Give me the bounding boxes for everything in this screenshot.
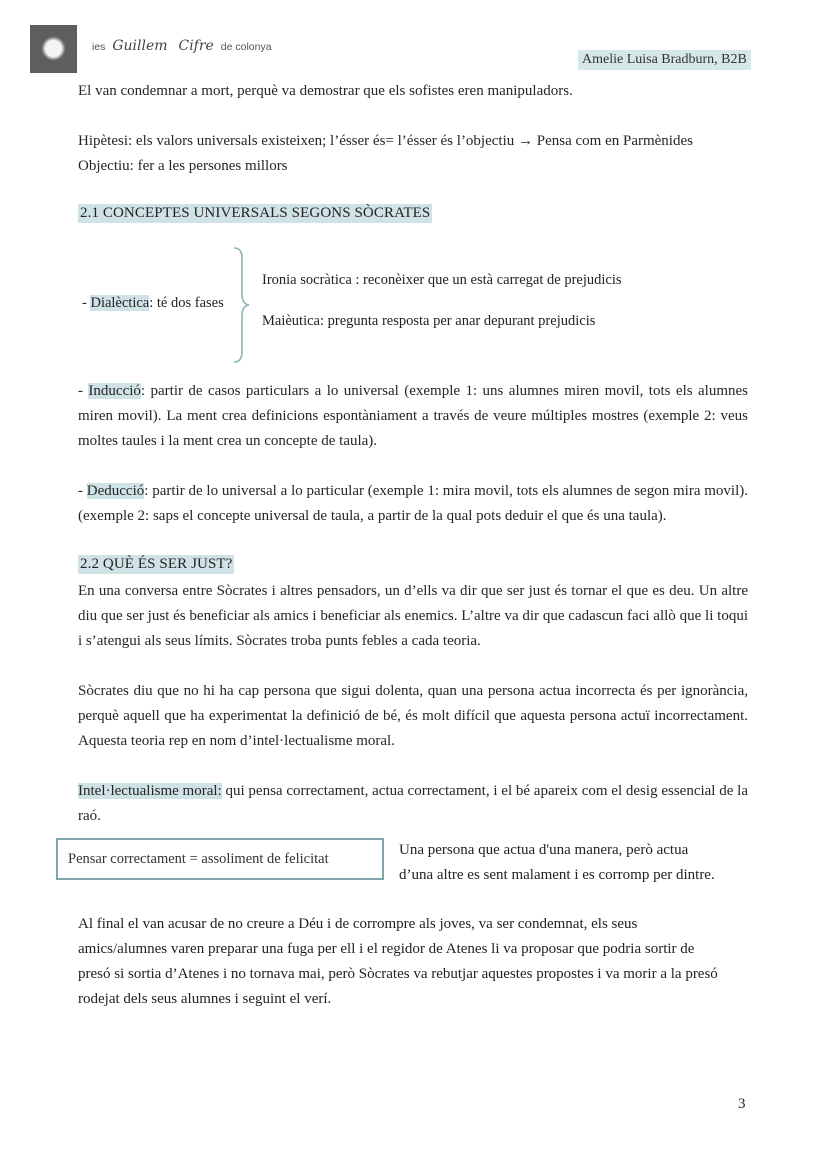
intellectualism-term: Intel·lectualisme moral: — [78, 783, 222, 799]
page-number: 3 — [738, 1096, 746, 1112]
induccio-term: Inducció — [88, 383, 141, 399]
dialectica-term: Dialèctica — [90, 295, 150, 311]
deduccio-prefix: - — [78, 483, 87, 499]
curly-brace-icon — [228, 246, 252, 364]
dialectica-prefix: - — [82, 295, 91, 311]
author-label: Amelie Luisa Bradburn, B2B — [578, 50, 751, 70]
corruption-note-line-2: d’una altre es sent malament i es corromp per dintre. — [399, 867, 715, 883]
school-logo — [30, 25, 77, 73]
deduccio-paragraph — [78, 479, 748, 529]
corruption-note-line-1: Una persona que actua d'una manera, però actua — [399, 842, 689, 858]
induccio-prefix: - — [78, 383, 89, 399]
school-name — [92, 38, 272, 54]
induccio-text: : partir de casos particulars a lo universal (exemple 1: uns alumnes miren movil, tots els alumnes miren movil). La ment crea definicions espontàniament a través de veure múltiples mostres (exemple 2: veus moltes taules i la ment crea un concepte de taula). — [78, 383, 748, 449]
happiness-formula-box: Pensar correctament = assoliment de felicitat — [56, 838, 384, 880]
school-prefix: ies — [92, 41, 106, 53]
deduccio-text: : partir de lo universal a lo particular (exemple 1: mira movil, tots els alumnes de segon mira movil). (exemple 2: saps el concepte universal de taula, a partir de la qual pots deduir el que és una taula). — [78, 483, 748, 524]
dialectica-rest: : té dos fases — [149, 295, 224, 311]
ironia-phase: Ironia socràtica : reconèixer que un està carregat de prejudicis — [262, 272, 622, 288]
section-title-2-1: 2.1 CONCEPTES UNIVERSALS SEGONS SÒCRATES — [80, 205, 431, 221]
school-script-surname: Cifre — [178, 38, 214, 54]
justice-paragraph: En una conversa entre Sòcrates i altres pensadors, un d’ells va dir que ser just és tornar el que es deu. Un altre diu que ser just és beneficiar als amics i beneficiar als enemics. L’altre va dir que cadascun faci allò que li toqui i s’atengui als seus límits. Sòcrates troba punts febles a cada teoria. — [78, 583, 748, 649]
maieutica-phase: Maièutica: pregunta resposta per anar depurant prejudicis — [262, 313, 596, 329]
intellectualism-paragraph — [78, 779, 748, 829]
school-suffix: de colonya — [220, 41, 272, 53]
corruption-note — [399, 838, 715, 888]
deduccio-term: Deducció — [86, 483, 145, 499]
sun-icon — [45, 40, 62, 57]
school-script-name: Guillem — [112, 38, 168, 54]
intro-line: El van condemnar a mort, perquè va demostrar que els sofistes eren manipuladors. — [78, 83, 573, 99]
objective-line: Objectiu: fer a les persones millors — [78, 158, 288, 174]
intellectualism-text: qui pensa correctament, actua correctament, i el bé apareix com el desig essencial de la raó. — [78, 783, 748, 824]
conclusion-line-4: rodejat dels seus alumnes i seguint el verí. — [78, 991, 332, 1007]
dialectica-label — [82, 295, 224, 312]
hypothesis-line: Hipètesi: els valors universals existeixen; l’ésser és= l’ésser és l’objectiu → Pensa com en Parmènides — [78, 133, 693, 149]
conclusion-line-1: Al final el van acusar de no creure a Déu i de corrompre als joves, va ser condemnat, els seus — [78, 916, 638, 932]
conclusion-line-2: amics/alumnes varen preparar una fuga per ell i el regidor de Atenes li va proposar que podria sortir de — [78, 941, 695, 957]
socrates-ignorance-paragraph: Sòcrates diu que no hi ha cap persona que sigui dolenta, quan una persona actua incorrecta és per ignorància, perquè aquell que ha experimentat la definició de bé, és molt difícil que aquesta persona actuï incorrectament. Aquesta teoria rep en nom d’intel·lectualisme moral. — [78, 683, 748, 749]
conclusion-paragraph — [78, 912, 718, 1012]
section-title-2-2: 2.2 QUÈ ÉS SER JUST? — [80, 556, 233, 572]
conclusion-line-3: presó si sortia d’Atenes i no tornava mai, però Sòcrates va rebutjar aquestes propostes i va morir a la presó — [78, 966, 718, 982]
induccio-paragraph — [78, 379, 748, 454]
